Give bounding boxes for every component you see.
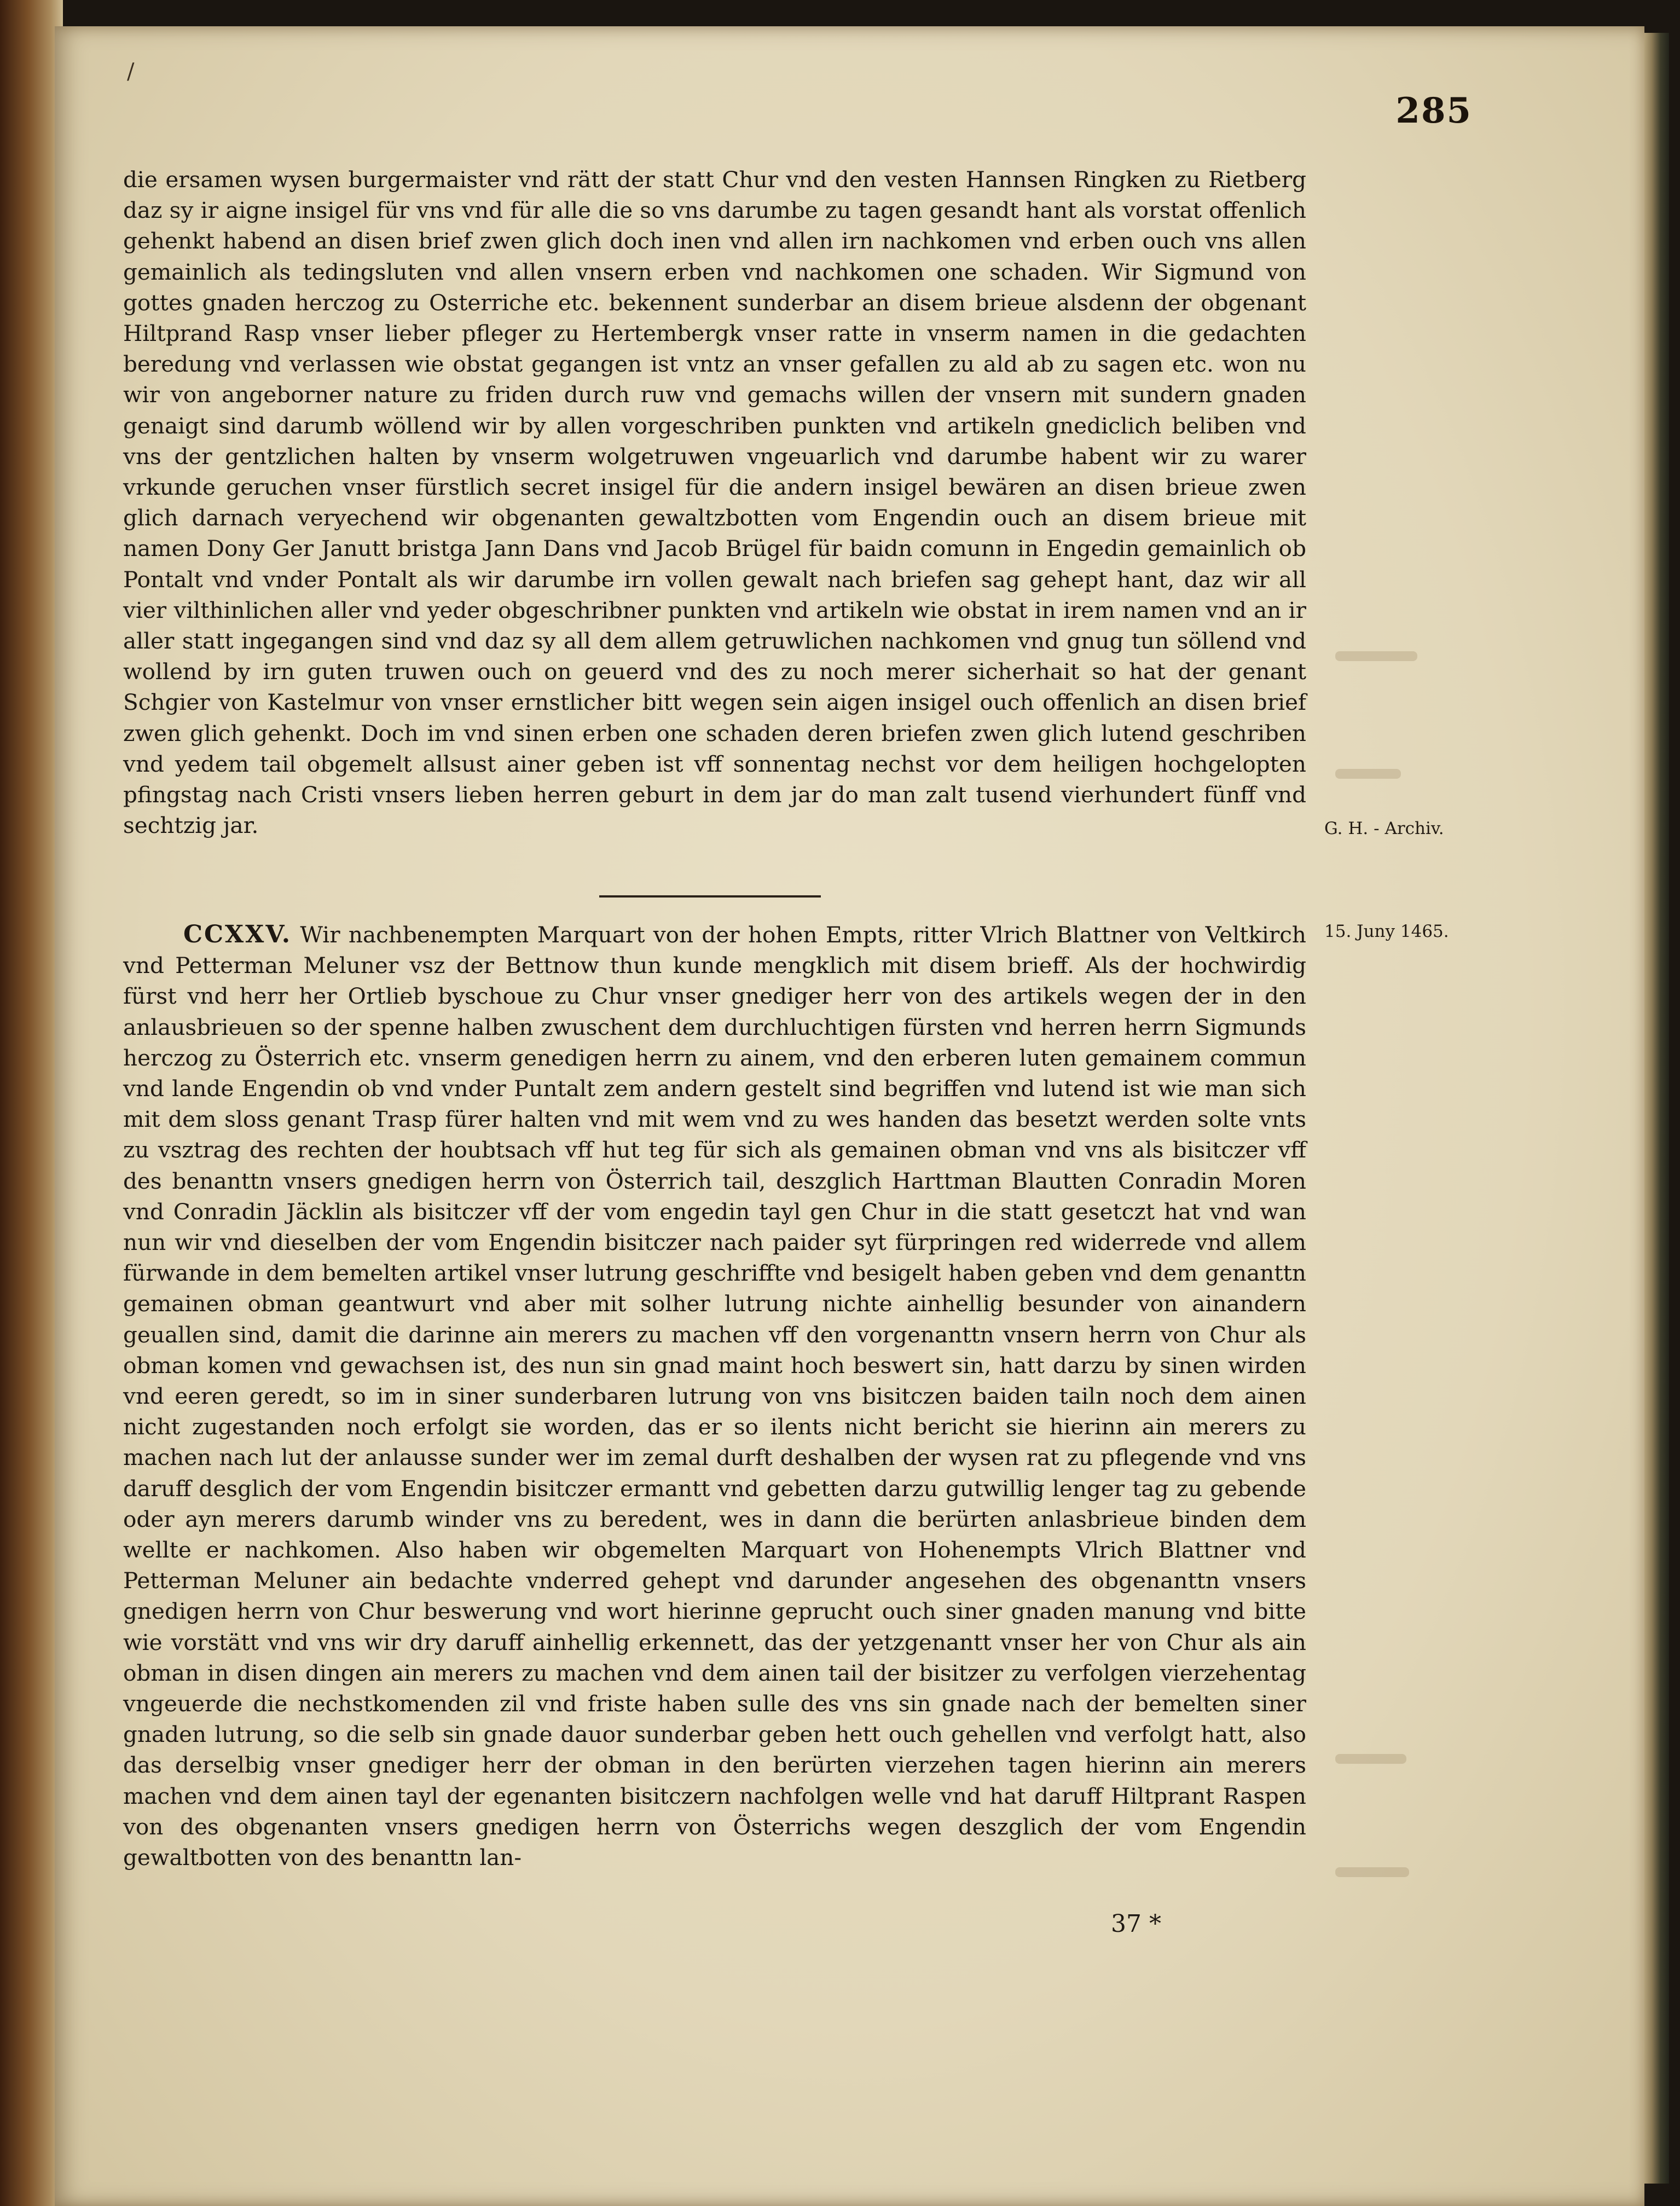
page-edge (1644, 33, 1669, 2184)
faint-margin-note (1335, 769, 1401, 779)
page-number: 285 (1395, 90, 1472, 131)
faint-margin-note (1335, 1867, 1409, 1877)
document-ccxxv-text: Wir nachbenempten Marquart von der hohen Empts, ritter Vlrich Blattner von Veltkirch vnd Petterman Meluner vsz der Bettnow thun kunde mengklich mit disem brieff. Als der hochwirdig fürst vnd herr her Ortlieb byschoue zu Chur vnser gnediger herr von des artikels wegen der in den anlausbrieuen so der spenne halben zwuschent dem durchluchtigen fürsten vnd herren herrn Sigmunds herczog zu Österrich etc. vnserm genedigen herrn zu ainem, vnd den erberen luten gemainem commun vnd lande Engendin ob vnd vnder Puntalt zem andern gestelt sind begriffen vnd lutend ist wie man sich mit dem sloss genant Trasp fürer halten vnd mit wem vnd zu wes handen das besetzt werden solte vnts zu vsztrag des rechten der houbtsach vff hut teg für sich als gemainen obman vnd vns als bisitczer vff des benanttn vnsers gnedigen herrn von Österrich tail, deszglich Harttman Blautten Conradin Moren vnd Conradin Jäcklin als bisitczer vff der vom engedin tayl gen Chur in die statt gesetczt hat vnd wan nun wir vnd dieselben der vom Engendin bisitczer nach paider syt fürpringen red widerrede vnd allem fürwande in dem bemelten artikel vnser lutrung geschriffte vnd besigelt haben geben vnd dem genanttn gemainen obman geantwurt vnd aber mit solher lutrung nichte ainhellig besunder von ainandern geuallen sind, damit die darinne ain merers zu machen vff den vorgenanttn vnsern herrn von Chur als obman komen vnd gewachsen ist, des nun sin gnad maint hoch beswert sin, hatt darzu by sinen wirden vnd eeren geredt, so im in siner sunderbaren lutrung von vns bisitczen baiden tailn noch dem ainen nicht zugestanden noch erfolgt sie worden, das er so ilents nicht bericht sie hierinn ain merers zu machen nach lut der anlausse sunder wer im zemal durft deshalben der wysen rat zu pflegende vnd vns daruff desglich der vom Engendin bisitczer ermantt vnd gebetten darzu gutwillig lenger tag zu gebende oder ayn merers darumb winder vns zu beredent, wes in dann die berürten anlasbrieue binden dem wellte er nachkomen. Also haben wir obgemelten Marquart von Hohenempts Vlrich Blattner vnd Petterman Meluner ain bedachte vnderred gehept vnd darunder angesehen des obgenanttn vnsers gnedigen herrn von Chur beswerung vnd wort hierinne geprucht ouch siner gnaden manung vnd bitte wie vorstätt vnd vns wir dry daruff ainhellig erkennett, das der yetzgenantt vnser her von Chur als ain obman in disen dingen ain merers zu machen vnd dem ainen tail der bisitzer zu verfolgen vierzehentag vngeuerde die nechstkomenden zil vnd friste haben sulle des vns sin gnade nach der bemelten siner gnaden lutrung, so die selb sin gnade dauor sunderbar geben hett ouch gehellen vnd verfolgt hatt, also das derselbig vnser gnediger herr der obman in den berürten vierzehen tagen hierinn ain merers machen vnd dem ainen tayl der egenanten bisitczern nachfolgen welle vnd hat daruff Hiltprant Raspen von des obgenanten vnsers gnedigen herrn von Österrichs wegen deszglich der vom Engendin gewaltbotten von des benanttn lan- (123, 922, 1307, 1871)
date-margin-note: 15. Juny 1465. (1324, 922, 1449, 941)
document-continuation-paragraph: die ersamen wysen burgermaister vnd rätt der statt Chur vnd den vesten Hannsen Ringken zu Rietberg daz sy ir aigne insigel für vns vnd für alle die so vns darumbe zu tagen gesandt hant als vorstat offenlich gehenkt habend an disen brief zwen glich doch inen vnd allen irn nachkomen vnd erben ouch vns allen gemainlich als tedingsluten vnd allen vnsern erben vnd nachkomen one schaden. Wir Sigmund von gottes gnaden herczog zu Osterriche etc. bekennent sunderbar an disem brieue alsdenn der obgenant Hiltprand Rasp vnser lieber pfleger zu Hertembergk vnser ratte in vnserm namen in die gedachten beredung vnd verlassen wie obstat gegangen ist vntz an vnser gefallen zu ald ab zu sagen etc. won nu wir von angeborner nature zu friden durch ruw vnd gemachs willen der vnsern mit sundern gnaden genaigt sind darumb wöllend wir by allen vorgeschriben punkten vnd artikeln gnediclich beliben vnd vns der gentzlichen halten by vnserm wolgetruwen vngeuarlich vnd darumbe habent wir zu warer vrkunde geruchen vnser fürstlich secret insigel für die andern insigel bewären an disen brieue zwen glich darnach veryechend wir obgenanten gewaltzbotten vom Engendin ouch an disem brieue mit namen Dony Ger Janutt bristga Jann Dans vnd Jacob Brügel für baidn comunn in Engedin gemainlich ob Pontalt vnd vnder Pontalt als wir darumbe irn vollen gewalt nach briefen sag gehept hant, daz wir all vier vilthinlichen aller vnd yeder obgeschribner punkten vnd artikeln wie obstat in irem namen vnd an ir aller statt ingegangen sind vnd daz sy all dem allem getruwlichen nachkomen vnd gnug tun söllend vnd wollend by irn guten truwen ouch on geuerd vnd des zu noch merer sicherhait so hat der genant Schgier von Kastelmur von vnser ernstlicher bitt wegen sein aigen insigel ouch offenlich an disen brief zwen glich gehenkt. Doch im vnd sinen erben one schaden deren briefen zwen glich lutend geschriben vnd yedem tail obgemelt allsust ainer geben ist vff sonnentag nechst vor dem heiligen hochgelopten pfingstag nach Cristi vnsers lieben herren geburt in dem jar do man zalt tusend vierhundert fünff vnd sechtzig jar. (123, 166, 1306, 839)
book-gutter (0, 0, 63, 2206)
document-number: CCXXV. (183, 920, 292, 948)
faint-margin-note (1335, 651, 1417, 661)
document-ccxxv-paragraph (123, 919, 1306, 1873)
signature-mark: 37 * (1111, 1910, 1161, 1938)
corner-mark: / (127, 59, 135, 84)
archive-margin-note: G. H. - Archiv. (1324, 819, 1444, 838)
section-divider (599, 895, 821, 898)
faint-margin-note (1335, 1754, 1406, 1764)
